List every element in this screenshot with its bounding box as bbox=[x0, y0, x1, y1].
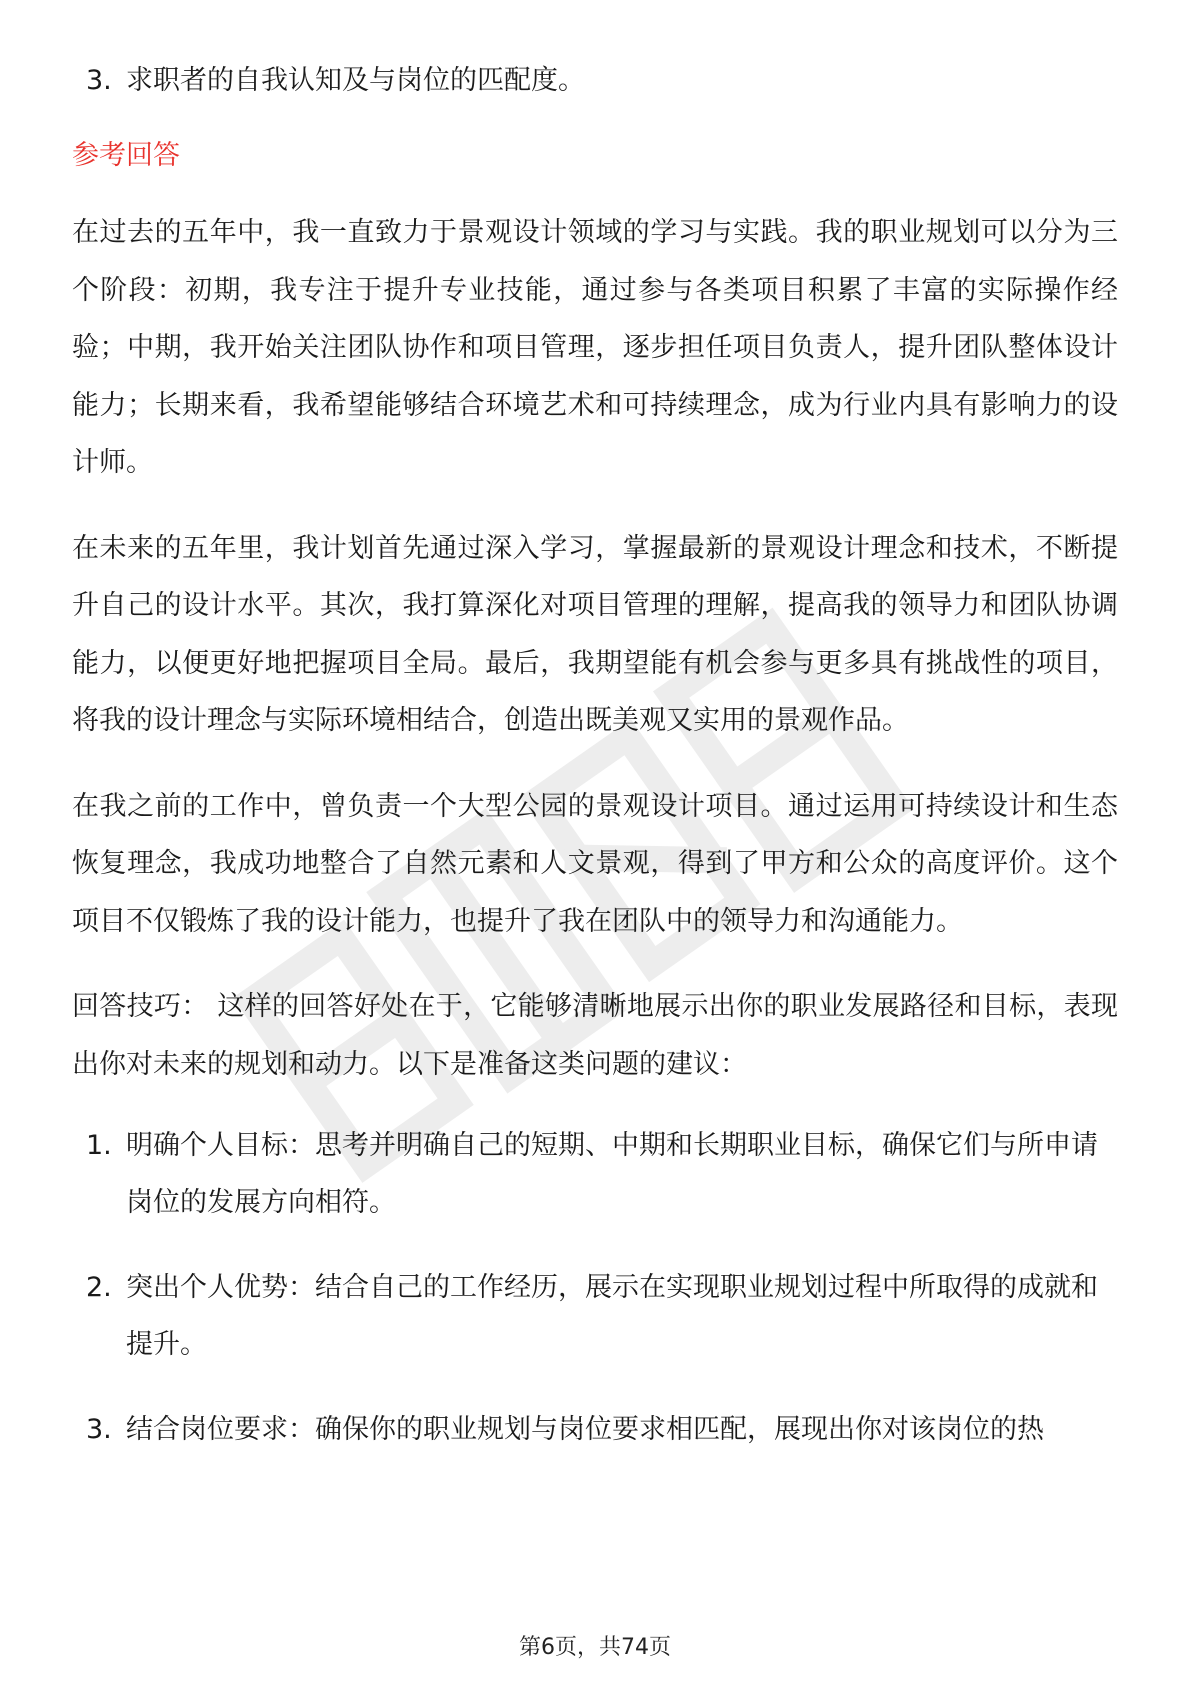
page-content bbox=[72, 52, 1118, 1486]
tip-item-1 bbox=[72, 1117, 1118, 1231]
list-item bbox=[72, 52, 1118, 109]
tip-item-3 bbox=[72, 1401, 1118, 1458]
list-number: 3. bbox=[86, 1414, 112, 1445]
list-number: 1. bbox=[86, 1130, 112, 1161]
answer-paragraph-3: 在我之前的工作中，曾负责一个大型公园的景观设计项目。通过运用可持续设计和生态恢复理念，我成功地整合了自然元素和人文景观，得到了甲方和公众的高度评价。这个项目不仅锻炼了我的设计能力，也提升了我在团队中的领导力和沟通能力。 bbox=[72, 790, 1118, 937]
answer-paragraph-2: 在未来的五年里，我计划首先通过深入学习，掌握最新的景观设计理念和技术，不断提升自己的设计水平。其次，我打算深化对项目管理的理解，提高我的领导力和团队协调能力，以便更好地把握项目全局。最后，我期望能有机会参与更多具有挑战性的项目，将我的设计理念与实际环境相结合，创造出既美观又实用的景观作品。 bbox=[72, 532, 1118, 736]
list-number: 3. bbox=[86, 65, 112, 96]
list-number: 2. bbox=[86, 1272, 112, 1303]
list-text: 求职者的自我认知及与岗位的匹配度。 bbox=[126, 65, 585, 96]
answer-paragraph-1: 在过去的五年中，我一直致力于景观设计领域的学习与实践。我的职业规划可以分为三个阶段：初期，我专注于提升专业技能，通过参与各类项目积累了丰富的实际操作经验；中期，我开始关注团队协作和项目管理，逐步担任项目负责人，提升团队整体设计能力；长期来看，我希望能够结合环境艺术和可持续理念，成为行业内具有影响力的设计师。 bbox=[72, 217, 1118, 478]
page-footer: 第6页，共74页 bbox=[519, 1635, 671, 1660]
list-text: 明确个人目标：思考并明确自己的短期、中期和长期职业目标，确保它们与所申请岗位的发展方向相符。 bbox=[126, 1130, 1098, 1218]
tip-item-2 bbox=[72, 1259, 1118, 1373]
list-text: 突出个人优势：结合自己的工作经历，展示在实现职业规划过程中所取得的成就和提升。 bbox=[126, 1272, 1098, 1360]
section-title: 参考回答 bbox=[72, 140, 180, 171]
list-text: 结合岗位要求：确保你的职业规划与岗位要求相匹配，展现出你对该岗位的热 bbox=[126, 1414, 1044, 1445]
tips-intro: 回答技巧： 这样的回答好处在于，它能够清晰地展示出你的职业发展路径和目标，表现出你对未来的规划和动力。以下是准备这类问题的建议： bbox=[72, 991, 1118, 1080]
